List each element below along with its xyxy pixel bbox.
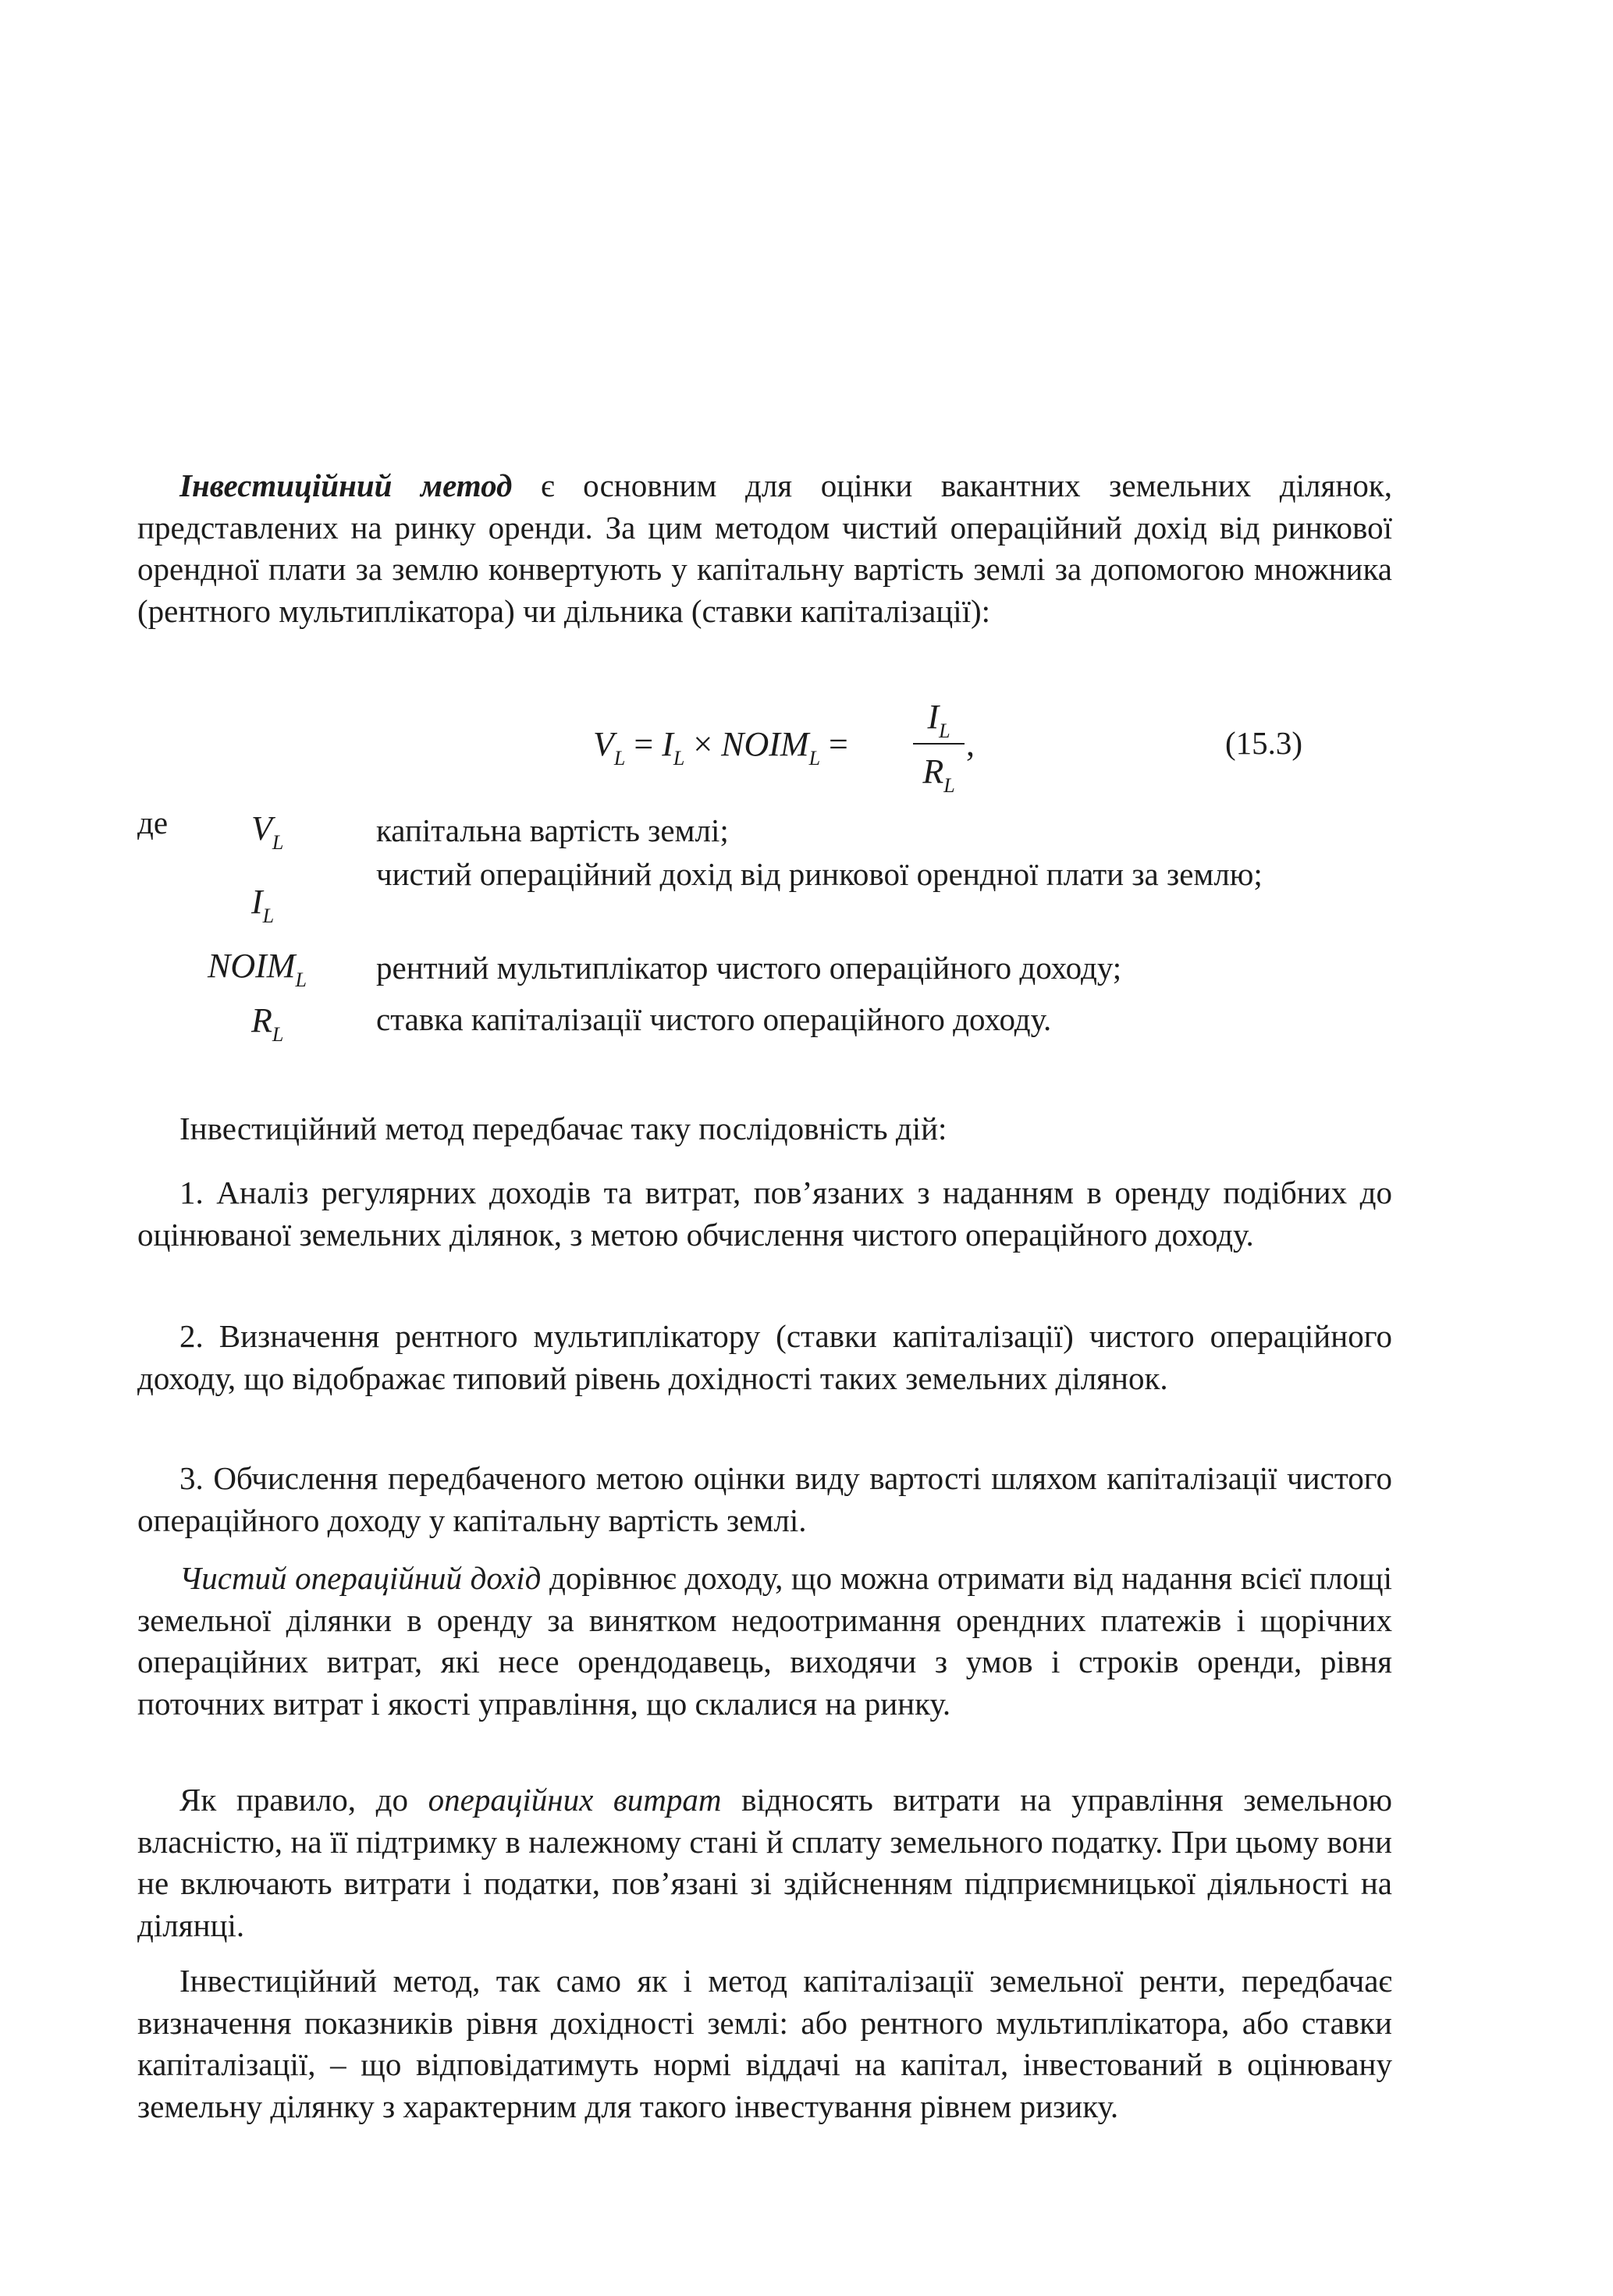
definitions-where: де: [137, 805, 169, 841]
paragraph-sequence-intro: Інвестиційний метод передбачає таку послідовність дій:: [179, 1111, 947, 1146]
step-1: 1. Аналіз регулярних доходів та витрат, пов’язаних з наданням в оренду подібних до оцінюваної земельних ділянок, з метою обчислення чистого операційного доходу.: [137, 1175, 1392, 1253]
equation-number: (15.3): [1225, 725, 1303, 761]
paragraph-investment-method-yield: Інвестиційний метод, так само як і метод капіталізації земельної ренти, передбачає визначення показників рівня дохідності землі: або рентного мультиплікатора, або ставки капіталізації, – що відповідатимуть нормі віддачі на капітал, інвестований в оцінювану земельну ділянку з характерним для такого інвестування рівнем ризику.: [137, 1963, 1392, 2124]
term-investment-method: Інвестиційний метод: [179, 467, 513, 503]
paragraph-investment-method: [137, 465, 1392, 632]
term-net-operating-income: Чистий операційний дохід: [179, 1560, 542, 1596]
definition-noim-l: рентний мультиплікатор чистого операційного доходу;: [376, 950, 1122, 986]
symbol-i-l: $I_L$: [251, 883, 275, 927]
fraction-bar: [913, 743, 965, 745]
definition-v-l: капітальна вартість землі;: [376, 812, 729, 848]
term-operating-expenses: операційних витрат: [428, 1782, 722, 1818]
symbol-noim-l: $NOIM_L$: [208, 947, 307, 991]
definition-i-l: чистий операційний дохід від ринкової орендної плати за землю;: [376, 856, 1263, 892]
step-2: 2. Визначення рентного мультиплікатору (ставки капіталізації) чистого операційного доходу, що відображає типовий рівень дохідності таких земельних ділянок.: [137, 1318, 1392, 1396]
fraction-numerator: $I_L$: [927, 698, 950, 742]
formula-comma: ,: [966, 725, 975, 763]
fraction-denominator: $R_L$: [922, 752, 955, 797]
step-3: 3. Обчислення передбаченого метою оцінки виду вартості шляхом капіталізації чистого операційного доходу у капітальну вартість землі.: [137, 1460, 1392, 1538]
formula-fraction: [913, 695, 965, 797]
paragraph-net-operating-income: [137, 1558, 1392, 1725]
paragraph-operating-expenses: Як правило, до операційних витрат відносять витрати на управління земельною власністю, на її підтримку в належному стані й сплату земельного податку. При цьому вони не включають витрати і податки, пов’язані зі здійсненням підприємницької діяльності на ділянці.: [137, 1782, 1392, 1943]
definition-r-l: ставка капіталізації чистого операційного доходу.: [376, 1001, 1052, 1037]
symbol-r-l: $R_L$: [251, 1001, 284, 1046]
symbol-v-l: $V_L$: [251, 809, 284, 854]
paragraph-net-operating-income-text: дорівнює доходу, що можна отримати від надання всієї площі земельної ділянки в оренду за винятком недоотримання орендних платежів і щорічних операційних витрат, які несе орендодавець, виходячи з умов і строків оренди, рівня поточних витрат і якості управління, що склалися на ринку.: [137, 1560, 1392, 1722]
formula-lhs: $V_L = I_L$ × $NOIM_L$ =: [593, 725, 848, 769]
paragraph-investment-method-text: є основним для оцінки вакантних земельних ділянок, представлених на ринку оренди. За цим методом чистий операційний дохід від ринкової орендної плати за землю конвертують у капітальну вартість землі за допомогою множника (рентного мультиплікатора) чи дільника (ставки капіталізації):: [137, 467, 1392, 629]
